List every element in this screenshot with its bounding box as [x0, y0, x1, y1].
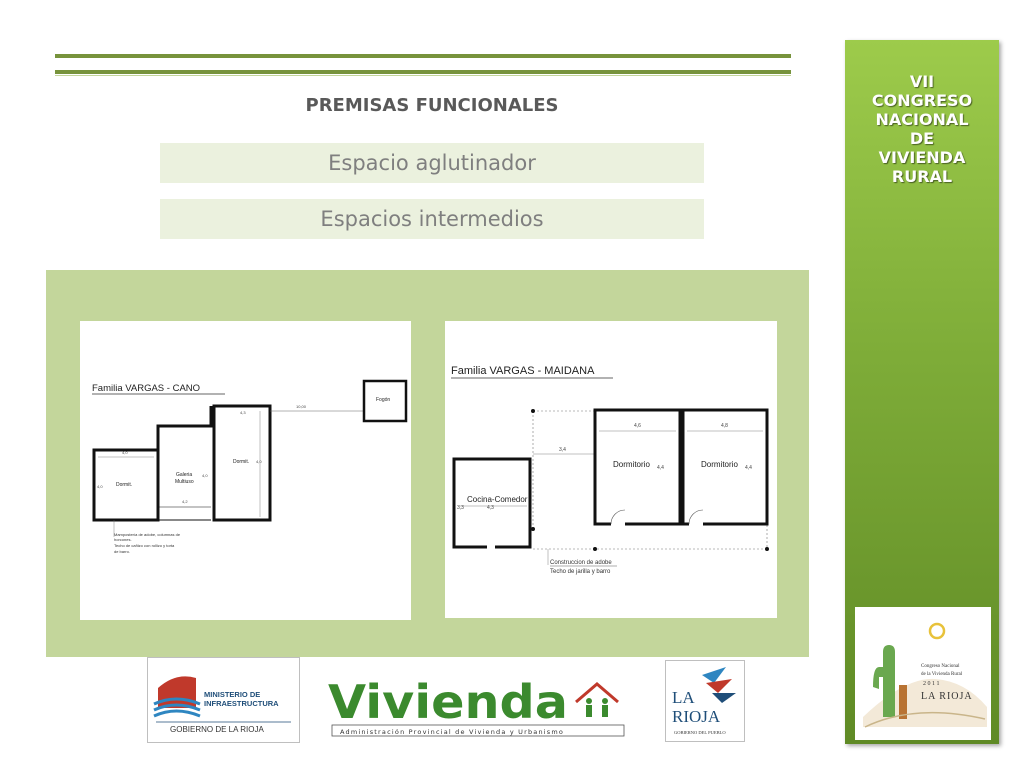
- plan-title: Familia VARGAS - CANO: [92, 383, 201, 394]
- logo-year: 2 0 1 1: [923, 681, 940, 687]
- floor-plan-vargas-cano: [80, 321, 411, 620]
- logo-line-1: MINISTERIO DE: [204, 690, 261, 699]
- vivienda-word: Vivienda: [328, 675, 568, 729]
- dim-d7: 4,4: [745, 465, 752, 471]
- dim-d2: 4,2: [182, 499, 188, 504]
- plan-title: Familia VARGAS - MAIDANA: [451, 365, 595, 377]
- logo-la-rioja: [665, 660, 745, 742]
- logo-line-1: LA: [672, 688, 695, 707]
- note-line-2: Techo de jarilla y barro: [550, 569, 611, 575]
- person-icon: [586, 698, 592, 704]
- person-icon: [586, 705, 592, 717]
- dim-d5: 4,0: [97, 484, 103, 489]
- bird-icon: [706, 679, 732, 693]
- bird-icon: [712, 693, 736, 703]
- logo-place: LA RIOJA: [921, 691, 973, 702]
- post: [531, 409, 535, 413]
- congress-title: [845, 72, 999, 186]
- dim-d7: 4,0: [256, 459, 262, 464]
- post: [531, 527, 535, 531]
- congress-title-line: DE: [909, 129, 935, 148]
- person-icon: [602, 705, 608, 717]
- dim-d4: 10,00: [296, 404, 307, 409]
- dim-d2: 4,8: [721, 423, 728, 429]
- wave-icon: [154, 711, 200, 716]
- door-gap: [611, 521, 625, 527]
- logo-ministerio-infraestructura: [147, 657, 300, 743]
- room-label-galeria-1: Galeria: [176, 472, 193, 478]
- dim-d1: 4,0: [122, 450, 128, 455]
- logo-vivienda: [326, 672, 628, 740]
- post: [765, 547, 769, 551]
- dim-d4: 4,3: [487, 505, 494, 511]
- building-icon: [158, 676, 196, 708]
- room-label-dormit-left: Dormit.: [116, 482, 133, 488]
- note-line-4: de barro.: [114, 549, 131, 554]
- room-label-dormit-right: Dormit.: [233, 459, 250, 465]
- room-galeria: [158, 406, 211, 450]
- congress-title-line: NACIONAL: [875, 110, 969, 129]
- congress-title-line: VII: [909, 72, 935, 91]
- congress-logo: [855, 607, 991, 740]
- room-label-fogon: Fogón: [376, 397, 391, 403]
- logo-line-3: GOBIERNO DEL PUEBLO: [674, 730, 726, 735]
- room-label-cocina: Cocina-Comedor: [467, 495, 528, 504]
- congress-title-line: CONGRESO: [871, 91, 973, 110]
- slide-title: PREMISAS FUNCIONALES: [305, 95, 559, 116]
- logo-line-2: INFRAESTRUCTURA: [204, 699, 279, 708]
- post: [593, 547, 597, 551]
- person-icon: [602, 698, 608, 704]
- congress-title-line: RURAL: [891, 167, 953, 186]
- header-rule-shadow: [55, 75, 791, 76]
- door-gap: [689, 521, 703, 527]
- congress-title-line: VIVIENDA: [878, 148, 966, 167]
- room-label-dorm1: Dormitorio: [613, 460, 650, 469]
- dim-d6: 4,0: [202, 473, 208, 478]
- dim-d5: 3,3: [457, 505, 464, 511]
- note-line-3: Techo de cañizo con rollizo y torta: [114, 543, 175, 548]
- dim-d1: 4,6: [634, 423, 641, 429]
- header-rule-bottom: [55, 70, 791, 74]
- premisa-espacios-intermedios: Espacios intermedios: [160, 199, 704, 239]
- room-label-galeria-2: Multiuso: [175, 479, 194, 485]
- dim-d6: 4,4: [657, 465, 664, 471]
- logo-line-3: GOBIERNO DE LA RIOJA: [170, 725, 264, 734]
- dim-d3: 3,4: [559, 447, 566, 453]
- dim-d3: 4,3: [240, 410, 246, 415]
- logo-line-2: de la Vivienda Rural: [921, 672, 963, 677]
- logo-line-2: RIOJA: [672, 707, 721, 726]
- floor-plan-vargas-maidana: [445, 321, 777, 618]
- room-label-dorm2: Dormitorio: [701, 460, 738, 469]
- logo-line-1: Congreso Nacional: [921, 664, 960, 669]
- header-rule-top: [55, 54, 791, 58]
- sun-icon: [930, 624, 944, 638]
- house-icon: [576, 684, 618, 702]
- premisa-espacio-aglutinador: Espacio aglutinador: [160, 143, 704, 183]
- note-line-1: Mampostería de adobe, columnas de: [114, 532, 181, 537]
- note-line-1: Construccion de adobe: [550, 560, 612, 566]
- door-gap: [487, 544, 495, 550]
- vivienda-subtitle: Administración Provincial de Vivienda y Urbanismo: [340, 728, 565, 736]
- note-line-2: horcones.: [114, 537, 132, 542]
